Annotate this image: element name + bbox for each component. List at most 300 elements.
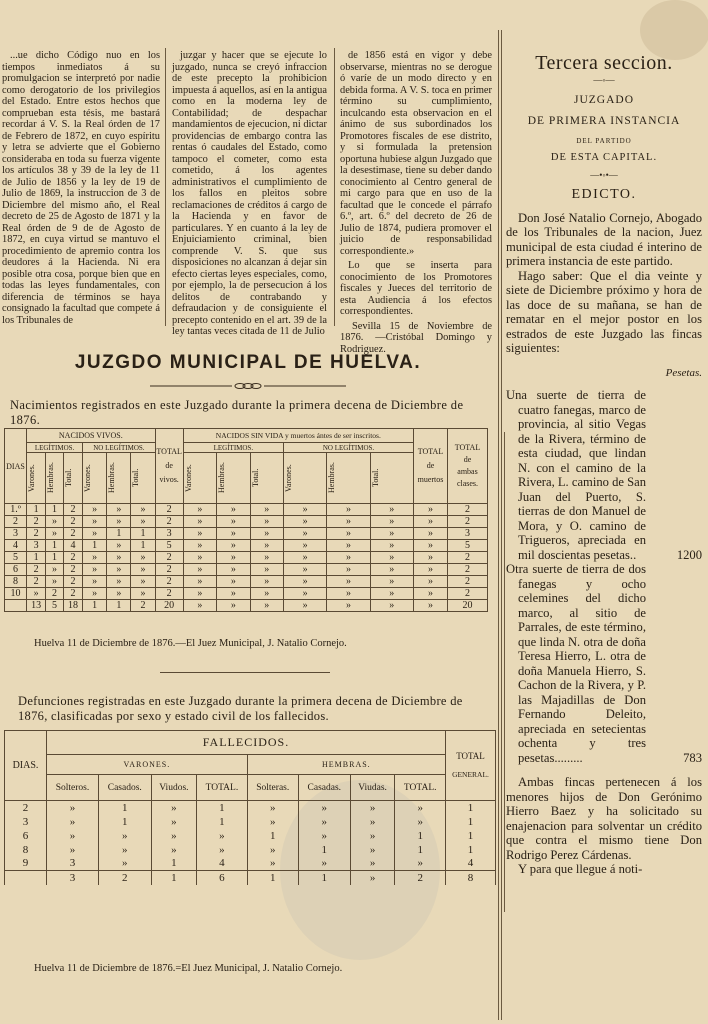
header-hembras <box>46 453 64 504</box>
header-varones <box>83 453 107 504</box>
table-cell: 5 <box>46 600 64 612</box>
table-cell: 6 <box>5 829 47 843</box>
table-cell: » <box>370 540 413 552</box>
table-cell: » <box>250 588 284 600</box>
table-cell: » <box>250 564 284 576</box>
table-cell: 1 <box>98 801 151 815</box>
property-item <box>506 388 702 562</box>
court-district: DEL PARTIDO <box>576 137 632 146</box>
table-cell: » <box>395 857 446 871</box>
table-cell: » <box>327 528 370 540</box>
table-cell: 1 <box>247 871 298 885</box>
table-cell: 2 <box>63 516 82 528</box>
header-text: Total. <box>370 468 380 488</box>
header-text: TOTAL <box>417 447 444 456</box>
table-cell: 2 <box>63 564 82 576</box>
table-cell: 2 <box>5 516 27 528</box>
table-cell <box>5 600 27 612</box>
table-row <box>5 576 488 588</box>
table-cell: » <box>46 528 64 540</box>
table-row <box>5 504 488 516</box>
table-cell: 1 <box>83 540 107 552</box>
header-text: Varones. <box>83 464 93 492</box>
table-cell: 1 <box>27 552 46 564</box>
article-paragraph: de 1856 está en vigor y debe observarse, mientras no se derogue ó varíe de un modo directo y en debida forma. A V. S. toca en primer término su cumplimiento, inculcando esta observacion en el ánimo de sus subordinados los Promotores fiscales de ese distrito, y si formulada la pretension oportuna hubiese algun Juzgado que la desestimase, tiene su deber dando conocimiento al Centro general de mi cargo para que en uso de la facultad que le concede el párrafo 6.º, art. 6.º del decreto de 26 de Julio de 1874, pudiera promover el juicio de responsabilidad correspondiente.» <box>340 50 492 257</box>
table-cell: 2 <box>63 504 82 516</box>
table-cell: 4 <box>63 540 82 552</box>
table-cell: » <box>83 552 107 564</box>
section-heading: Tercera seccion. <box>535 52 673 74</box>
table-cell: » <box>131 564 155 576</box>
table-cell: 8 <box>5 576 27 588</box>
header-text: GENERAL. <box>452 770 489 779</box>
table-cell: 2 <box>448 552 488 564</box>
table-row <box>5 829 496 843</box>
table-cell: 1 <box>131 528 155 540</box>
table-cell: 9 <box>5 857 47 871</box>
property-description: Una suerte de tierra de cuatro fanegas, marco de provincia, al sitio Vegas de la Rivera, término de esta ciudad, que lindan N. con el camino de la Rivera, L. camino de San Juan del Puerto, S. tierras de don Manuel de Mora, y O. camino de Trigueros, apreciada en mil doscientas pesetas.. <box>506 388 646 562</box>
table-cell: » <box>370 552 413 564</box>
table-cell: 3 <box>47 871 99 885</box>
table-cell: 8 <box>446 871 496 885</box>
article-column-3 <box>340 50 492 358</box>
table-cell: » <box>47 829 99 843</box>
table-cell: 2 <box>63 552 82 564</box>
table-cell: » <box>183 528 216 540</box>
table-row <box>5 552 488 564</box>
header-total <box>131 453 155 504</box>
header-legitimos: LEGÍTIMOS. <box>183 443 283 453</box>
header-text: TOTAL <box>156 447 182 456</box>
header-no-legitimos: NO LEGÍTIMOS. <box>83 443 156 453</box>
property-item <box>506 562 702 765</box>
table-cell: 2 <box>27 516 46 528</box>
header-text: ambas clases. <box>456 467 479 488</box>
table-cell: » <box>327 504 370 516</box>
table-cell: » <box>414 516 448 528</box>
births-table <box>4 428 488 612</box>
table-cell: 2 <box>27 528 46 540</box>
deaths-caption: Defunciones registradas en este Juzgado durante la primera decena de Diciembre de 1876, clasificadas por sexo y estado civil de los fallecidos. <box>18 694 463 723</box>
header-varones <box>284 453 327 504</box>
court-type: DE PRIMERA INSTANCIA <box>527 114 681 127</box>
table-cell: » <box>183 588 216 600</box>
births-table-body <box>5 504 488 612</box>
table-cell: 18 <box>63 600 82 612</box>
header-dias: DIAS. <box>5 731 47 801</box>
pesetas-label: Pesetas. <box>665 366 702 379</box>
table-cell: » <box>327 540 370 552</box>
table-cell: » <box>350 801 395 815</box>
edict-paragraph: Hago saber: Que el dia veinte y siete de Diciembre próximo y hora de las doce de su mañana, se han de rematar en el mejor postor en los estrados de este Juzgado las fincas siguientes: <box>506 268 702 356</box>
table-cell: » <box>107 588 131 600</box>
table-cell: » <box>284 576 327 588</box>
table-cell: » <box>284 516 327 528</box>
table-cell: » <box>370 576 413 588</box>
table-cell: » <box>414 504 448 516</box>
table-cell: 1 <box>298 843 350 857</box>
table-cell: » <box>414 588 448 600</box>
table-cell: 1 <box>107 528 131 540</box>
article-paragraph: juzgar y hacer que se ejecute lo juzgado, nunca se creyó infraccion de este precepto la prohibicion impuesta á aquellos, así en la antigua como en la moderna ley de Contabilidad; de despachar mandamientos de ejecucion, ni dictar providencias de embargo contra las rentas ó caudales del Estado, como tampoco el cometer, como esta cometido, á los agentes administrativos el cumplimiento de los fallos en pleitos sobre reclamaciones de créditos á cargo de la Hacienda y en favor de particulares. Y en cuanto á la ley de Enjuiciamiento criminal, bien comprende V. S. que sus disposiciones no alcanzan á dejar sin efecto ciertas leyes especiales, como, por ejemplo, la de persecucion á los delitos de contrabando y defraudacion y de consiguiente el precepto contenido en el art. 39 de la ley tantas veces citada de 11 de Julio <box>172 50 327 337</box>
header-text: muertos <box>417 475 444 484</box>
table-cell: » <box>284 552 327 564</box>
table-cell: » <box>414 528 448 540</box>
table-cell: 1 <box>197 801 248 815</box>
deaths-signature: Huelva 11 de Diciembre de 1876.=El Juez Municipal, J. Natalio Cornejo. <box>34 963 343 974</box>
table-cell: 1 <box>151 871 197 885</box>
table-cell: » <box>250 576 284 588</box>
table-cell: » <box>414 564 448 576</box>
table-cell: 10 <box>5 588 27 600</box>
table-cell: 2 <box>448 516 488 528</box>
header-text: Varones. <box>27 464 36 492</box>
births-signature: Huelva 11 de Diciembre de 1876.—El Juez Municipal, J. Natalio Cornejo. <box>34 638 347 649</box>
edict-title: EDICTO. <box>571 187 637 203</box>
table-cell: 2 <box>155 564 183 576</box>
table-cell: » <box>151 815 197 829</box>
header-sin-vida: NACIDOS SIN VIDA y muertos ántes de ser inscritos. <box>183 429 413 443</box>
header-solteras: Solteras. <box>247 775 298 801</box>
table-cell: 5 <box>5 552 27 564</box>
table-cell: 1 <box>446 815 496 829</box>
table-cell: 1 <box>107 600 131 612</box>
table-cell: 1 <box>247 829 298 843</box>
table-cell: » <box>298 815 350 829</box>
table-cell: » <box>183 504 216 516</box>
table-cell: » <box>27 588 46 600</box>
table-cell: » <box>414 540 448 552</box>
table-cell: 2 <box>448 564 488 576</box>
header-text: de <box>426 461 435 470</box>
table-cell <box>5 871 47 885</box>
table-cell: » <box>151 829 197 843</box>
table-cell: 1 <box>446 843 496 857</box>
table-cell: 2 <box>27 576 46 588</box>
table-row <box>5 528 488 540</box>
header-total: TOTAL. <box>197 775 248 801</box>
table-row <box>5 801 496 815</box>
header-solteros: Solteros. <box>47 775 99 801</box>
table-cell: 4 <box>197 857 248 871</box>
header-text: Varones. <box>183 464 193 492</box>
table-cell: 3 <box>448 528 488 540</box>
table-cell: » <box>107 516 131 528</box>
table-cell: 2 <box>63 588 82 600</box>
table-cell: » <box>327 588 370 600</box>
header-vivos: NACIDOS VIVOS. <box>27 429 156 443</box>
article-column-2 <box>172 50 327 341</box>
table-cell: » <box>327 552 370 564</box>
table-cell: » <box>298 801 350 815</box>
header-hembras <box>217 453 250 504</box>
header-text: vivos. <box>159 475 179 484</box>
table-cell: » <box>217 540 250 552</box>
table-cell: » <box>131 552 155 564</box>
header-total <box>250 453 284 504</box>
article-paragraph: Lo que se inserta para conocimiento de los Promotores fiscales y Jueces del territorio de esta Audiencia á los efectos correspondientes. <box>340 260 492 317</box>
table-cell: » <box>46 576 64 588</box>
table-cell: 8 <box>5 843 47 857</box>
table-cell: » <box>327 600 370 612</box>
table-cell: » <box>298 829 350 843</box>
header-no-legitimos: NO LEGÍTIMOS. <box>284 443 414 453</box>
table-cell: 3 <box>155 528 183 540</box>
table-cell: » <box>183 540 216 552</box>
table-cell: » <box>217 516 250 528</box>
header-text: Total. <box>131 468 141 488</box>
table-cell: » <box>217 564 250 576</box>
table-cell: » <box>298 857 350 871</box>
ornament: —•◦•— <box>590 169 618 180</box>
table-row <box>5 540 488 552</box>
table-cell: 1 <box>83 600 107 612</box>
header-casados: Casados. <box>98 775 151 801</box>
table-cell: » <box>284 504 327 516</box>
header-text: Total. <box>63 468 73 488</box>
table-cell: » <box>284 600 327 612</box>
header-hembras <box>107 453 131 504</box>
table-cell: » <box>370 516 413 528</box>
table-row <box>5 588 488 600</box>
table-cell: » <box>284 540 327 552</box>
table-cell: » <box>151 843 197 857</box>
court-city: DE ESTA CAPITAL. <box>550 151 658 163</box>
header-text: TOTAL <box>456 751 485 761</box>
table-cell: » <box>131 588 155 600</box>
table-cell: 2 <box>155 516 183 528</box>
table-cell: 2 <box>395 871 446 885</box>
table-cell: » <box>395 801 446 815</box>
table-cell: 2 <box>46 588 64 600</box>
article-paragraph: ...ue dicho Código nuo en los tiempos inmediatos á su promulgacion se interpretó por nadie como derogatorio de los privilegios del Estado. Entre estos hechos que comprueban esta tésis, me bastará recordar á V. S. la Real órden de 17 de Febrero de 1872, en cuyo espíritu y letra se advierte que el Gobierno consideraba en toda su fuerza vigente los artículos 38 y 39 de la ley de 11 de Julio de 1856 y la ley de 19 de Julio de 1869, la instruccion de 3 de Diciembre del mismo año, el Real decreto de 25 de Agosto de 1871 y la Real órden de 9 de de Agosto de 1872, en cuya virtud se mantuvo el procedimiento de apremio contra los deudores á la Hacienda. Ni era posible otra cosa, porque bien que en todas las leyes fundamentales, con diferencia de términos se haya consignado la facultad que compete á los Tribunales de <box>2 50 160 326</box>
header-text: Total. <box>250 468 260 488</box>
table-cell: » <box>370 528 413 540</box>
table-cell: » <box>47 843 99 857</box>
header-varones <box>183 453 216 504</box>
table-cell: » <box>250 600 284 612</box>
table-cell: » <box>83 588 107 600</box>
table-cell: » <box>327 564 370 576</box>
table-cell: » <box>217 528 250 540</box>
deaths-table-body <box>5 801 496 885</box>
births-caption: Nacimientos registrados en este Juzgado durante la primera decena de Diciembre de 1876. <box>10 398 464 427</box>
header-total: TOTAL. <box>395 775 446 801</box>
header-total <box>370 453 413 504</box>
column-divider <box>165 48 166 326</box>
ornament-divider <box>150 383 346 389</box>
table-cell: » <box>247 857 298 871</box>
table-cell: » <box>247 815 298 829</box>
table-cell: 2 <box>63 528 82 540</box>
divider-line <box>160 672 330 673</box>
table-cell: » <box>250 552 284 564</box>
table-cell: » <box>217 600 250 612</box>
table-cell: » <box>350 857 395 871</box>
header-text: TOTAL <box>454 443 481 452</box>
table-row <box>5 857 496 871</box>
table-cell: » <box>350 871 395 885</box>
header-hembras: HEMBRAS. <box>247 755 445 775</box>
table-cell: » <box>98 829 151 843</box>
edict-column <box>506 50 702 877</box>
table-cell: » <box>183 552 216 564</box>
table-cell: » <box>350 843 395 857</box>
table-cell: 2 <box>155 552 183 564</box>
table-cell: 3 <box>5 528 27 540</box>
table-cell: » <box>217 504 250 516</box>
header-text: Hembras. <box>46 462 56 494</box>
table-cell: 1 <box>151 857 197 871</box>
header-total-vivos <box>155 429 183 504</box>
table-cell: » <box>83 504 107 516</box>
table-cell: 2 <box>448 588 488 600</box>
table-cell: 3 <box>47 857 99 871</box>
table-cell: 2 <box>131 600 155 612</box>
item-divider <box>504 432 505 912</box>
table-cell: 1 <box>395 829 446 843</box>
table-cell: 4 <box>5 540 27 552</box>
table-cell: 2 <box>27 564 46 576</box>
table-cell: » <box>350 815 395 829</box>
table-cell: 1.º <box>5 504 27 516</box>
table-cell: 1 <box>446 801 496 815</box>
header-viudas: Viudas. <box>350 775 395 801</box>
table-cell: 1 <box>27 504 46 516</box>
edict-paragraph: Y para que llegue á noti- <box>518 862 643 877</box>
table-cell: 2 <box>5 801 47 815</box>
table-cell: » <box>414 600 448 612</box>
header-fallecidos: FALLECIDOS. <box>47 731 446 755</box>
table-cell: » <box>183 600 216 612</box>
table-cell: » <box>197 843 248 857</box>
table-cell: » <box>370 600 413 612</box>
table-cell: 1 <box>46 552 64 564</box>
property-description: Otra suerte de tierra de dos fanegas y ocho celemines del dicho marco, al sitio de Parrales, de este término, que linda N. otra de doña Teresa Hierro, L. otra de doña Manuela Hierro, S. Cachon de la Rivera, y P. las Majadillas de Don Fernando Deleito, apreciada en setecientas ochenta y tres pesetas......... <box>506 562 646 765</box>
table-cell: » <box>247 843 298 857</box>
table-cell: » <box>107 540 131 552</box>
table-cell: » <box>47 815 99 829</box>
header-text: Hembras. <box>327 462 337 494</box>
article-column-1 <box>2 50 160 329</box>
table-cell: » <box>217 588 250 600</box>
totals-row <box>5 871 496 885</box>
header-hembras <box>327 453 370 504</box>
header-text: de <box>463 455 472 464</box>
table-cell: » <box>107 504 131 516</box>
header-total <box>63 453 82 504</box>
header-varones <box>27 453 46 504</box>
table-cell: » <box>370 588 413 600</box>
table-cell: » <box>247 801 298 815</box>
header-casadas: Casadas. <box>298 775 350 801</box>
header-total-general <box>446 731 496 801</box>
header-viudos: Viudos. <box>151 775 197 801</box>
table-cell: 1 <box>46 540 64 552</box>
column-divider <box>501 30 502 1020</box>
header-varones: VARONES. <box>47 755 248 775</box>
table-cell: 1 <box>395 843 446 857</box>
table-cell: » <box>183 576 216 588</box>
table-cell: » <box>327 516 370 528</box>
table-cell: » <box>370 564 413 576</box>
table-cell: 1 <box>46 504 64 516</box>
property-price: 1200 <box>676 547 702 562</box>
table-cell: » <box>217 552 250 564</box>
table-cell: » <box>107 552 131 564</box>
property-price: 783 <box>683 750 702 765</box>
table-cell: » <box>197 829 248 843</box>
table-row <box>5 843 496 857</box>
header-total-ambas <box>448 429 488 504</box>
table-cell: 5 <box>155 540 183 552</box>
header-text: Hembras. <box>107 462 117 494</box>
table-cell: 2 <box>448 504 488 516</box>
header-text: de <box>165 461 173 470</box>
table-cell: 2 <box>155 576 183 588</box>
table-row <box>5 564 488 576</box>
column-divider <box>334 48 335 326</box>
table-cell: » <box>83 564 107 576</box>
totals-row <box>5 600 488 612</box>
table-cell: » <box>46 564 64 576</box>
header-text: Varones. <box>284 464 294 492</box>
table-cell: » <box>217 576 250 588</box>
table-row <box>5 516 488 528</box>
ornament: —◦— <box>593 74 615 85</box>
table-cell: » <box>131 504 155 516</box>
table-cell: 6 <box>197 871 248 885</box>
table-cell: » <box>183 516 216 528</box>
table-cell: » <box>284 528 327 540</box>
section-title: JUZGDO MUNICIPAL DE HUELVA. <box>74 352 422 373</box>
deaths-table <box>4 730 496 885</box>
table-cell: » <box>414 576 448 588</box>
table-cell: » <box>131 516 155 528</box>
table-cell: » <box>414 552 448 564</box>
table-cell: 2 <box>155 504 183 516</box>
table-cell: 1 <box>446 829 496 843</box>
table-cell: » <box>284 588 327 600</box>
table-cell: 3 <box>27 540 46 552</box>
table-row <box>5 815 496 829</box>
header-total-muertos <box>414 429 448 504</box>
table-cell: 1 <box>98 815 151 829</box>
table-cell: » <box>395 815 446 829</box>
table-cell: » <box>131 576 155 588</box>
table-cell: 20 <box>448 600 488 612</box>
table-cell: » <box>284 564 327 576</box>
article-signature: Sevilla 15 de Noviembre de 1876. —Cristóbal Domingo y Rodriguez. <box>340 320 492 355</box>
table-cell: » <box>183 564 216 576</box>
table-cell: » <box>98 843 151 857</box>
table-cell: » <box>370 504 413 516</box>
table-cell: 3 <box>5 815 47 829</box>
court-name: JUZGADO <box>573 94 635 107</box>
edict-paragraph: Don José Natalio Cornejo, Abogado de los Tribunales de la nacion, Juez municipal de esta ciudad é interino de primera instancia de este partido. <box>506 210 702 269</box>
table-cell: » <box>47 801 99 815</box>
table-cell: 1 <box>131 540 155 552</box>
header-text: Hembras. <box>217 462 227 494</box>
table-cell: » <box>83 576 107 588</box>
table-cell: » <box>98 857 151 871</box>
table-cell: 2 <box>448 576 488 588</box>
table-cell: » <box>107 576 131 588</box>
table-cell: » <box>250 504 284 516</box>
column-divider <box>498 30 499 1020</box>
table-cell: » <box>83 528 107 540</box>
table-cell: » <box>250 528 284 540</box>
